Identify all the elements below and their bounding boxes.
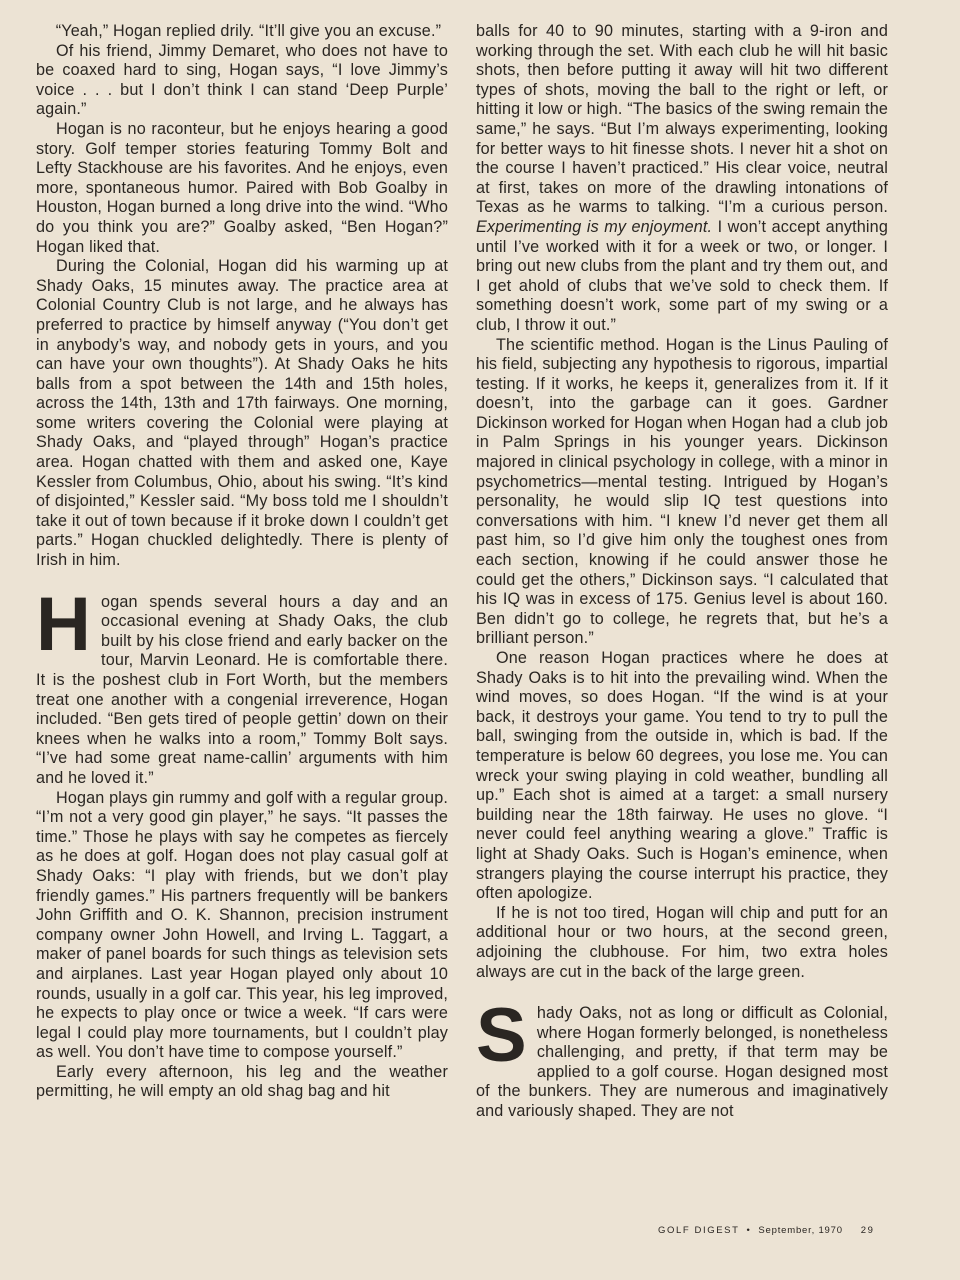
- section-paragraph: [36, 581, 448, 789]
- paragraph: The scientific method. Hogan is the Linus Pauling of his field, subjecting any hypothesis to rigorous, impartial testing. If it works, he keeps it, generalizes from it. If it doesn’t, into the garbage can it goes. Gardner Dickinson worked for Hogan when Hogan had a club job in Palm Springs in his younger years. Dickinson majored in clinical psychology in college, with a minor in psychometrics—mental testing. Intrigued by Hogan’s personality, he would slip IQ test questions into conversations with him. “I knew I’d never get them all past him, so I’d give him only the toughest ones from each section, knowing if he could answer those he could get the others,” Dickinson says. “I calculated that his IQ was in excess of 175. Genius level is about 160. Ben didn’t go to college, he regrets that, but he’s a brilliant person.”: [476, 335, 888, 648]
- magazine-name: GOLF DIGEST: [658, 1225, 740, 1236]
- paragraph: Early every afternoon, his leg and the weather permitting, he will empty an old shag bag and hit: [36, 1062, 448, 1101]
- section-paragraph: [476, 993, 888, 1122]
- paragraph-text: hady Oaks, not as long or difficult as Colonial, where Hogan formerly belonged, is nonetheless challenging, and pretty, if that term may be applied to a golf course. Hogan designed most of the bunkers. They are numerous and imaginatively and variously shaped. They are not: [476, 1004, 888, 1121]
- paragraph: [36, 22, 448, 42]
- paragraph: Of his friend, Jimmy Demaret, who does not have to be coaxed hard to sing, Hogan says, “I love Jimmy’s voice . . . but I don’t think I can stand ‘Deep Purple’ again.”: [36, 41, 448, 119]
- drop-cap-letter: S: [476, 993, 527, 1079]
- paragraph: One reason Hogan practices where he does at Shady Oaks is to hit into the prevailing wind. When the wind moves, so does Hogan. “If the wind is at your back, it destroys your game. You tend to try to pull the ball, swinging from the outside in, which is bad. If the temperature is below 60 degrees, you lose me. You can wreck your swing playing in cold weather, bundling all up.” Each shot is aimed at a target: a small nursery building near the 18th fairway. He uses no glove. “I never could feel anything wearing a glove.” Traffic is light at Shady Oaks. Such is Hogan’s eminence, when strangers playing the course interrupt his practice, they often apologize.: [476, 649, 888, 903]
- paragraph: [476, 22, 888, 336]
- right-column: [476, 22, 888, 1122]
- paragraph: If he is not too tired, Hogan will chip and putt for an additional hour or two hours, at the second green, adjoining the clubhouse. For him, two extra holes always are cut in the back of the large green.: [476, 903, 888, 981]
- paragraph-text: I won’t accept anything until I’ve worked with it for a week or two, or longer. I bring out new clubs from the plant and try them out, and I get ahold of clubs that we’ve sold to check them. If something doesn’t work, some part of my swing or a club, I throw it out.”: [476, 217, 888, 334]
- paragraph-text: ogan spends several hours a day and an occasional evening at Shady Oaks, the club built by his close friend and early backer on the tour, Marvin Leonard. He is comfortable there. It is the poshest club in Fort Worth, but the members treat one another with a congenial irreverence, Hogan included. “Ben gets tired of people gettin’ down on their knees when he walks into a room,” Tommy Bolt says. “I’ve had some great name-callin’ arguments with him and he loved it.”: [36, 592, 448, 787]
- paragraph: Hogan plays gin rummy and golf with a regular group. “I’m not a very good gin player,” he says. “It passes the time.” Those he plays with say he competes as fiercely as he does at golf. Hogan does not play casual golf at Shady Oaks: “I play with friends, but we don’t play friendly games.” His partners frequently will be bankers John Griffith and O. K. Shannon, precision instrument company owner John Howell, and Irving L. Taggart, a maker of panel boards for such things as television sets and airplanes. Last year Hogan played only about 10 rounds, usually in a golf car. This year, his leg improved, he expects to play once or twice a week. “If cars were legal I could play more tournaments, but I couldn’t play as well. You don’t have time to compose yourself.”: [36, 788, 449, 1062]
- drop-cap-letter: H: [36, 581, 92, 667]
- separator-bullet: •: [746, 1225, 752, 1236]
- paragraph: Hogan is no raconteur, but he enjoys hearing a good story. Golf temper stories featuring Tommy Bolt and Lefty Stackhouse are his favorites. And he enjoys, even more, spontaneous humor. Paired with Bob Goalby in Houston, Hogan burned a long drive into the wind. “Who do you think you are?” Goalby asked, “Ben Hogan?” Hogan liked that.: [36, 119, 448, 256]
- italic-text: Experimenting is my enjoyment.: [476, 217, 713, 236]
- issue-date: September, 1970: [758, 1225, 843, 1236]
- paragraph-text: “Yeah,” Hogan replied drily. “It’ll give you an excuse.”: [55, 22, 442, 40]
- page-footer: [658, 1225, 875, 1236]
- paragraph-text: balls for 40 to 90 minutes, starting with a 9-iron and working through the set. With each club he will hit basic shots, then before putting it away will hit two different types of shots, moving the ball to the right or left, or hitting it low or high. “The basics of the swing remain the same,” he says. “But I’m always experimenting, looking for better ways to hit finesse shots. I never hit a shot on the course I haven’t practiced.” His clear voice, neutral at first, takes on more of the drawling intonations of Texas as he warms to talking. “I’m a curious person.: [476, 22, 888, 217]
- page-number: 29: [860, 1225, 875, 1236]
- paragraph: During the Colonial, Hogan did his warming up at Shady Oaks, 15 minutes away. The practice area at Colonial Country Club is not large, and he always has preferred to practice by himself anyway (“You don’t get in anybody’s way, and nobody gets in yours, and you can have your own thoughts”). At Shady Oaks he hits balls from a spot between the 14th and 15th holes, across the 14th, 13th and 17th fairways. One morning, some writers covering the Colonial were playing at Shady Oaks, and “played through” Hogan’s practice area. Hogan chatted with them and asked one, Kaye Kessler from Columbus, Ohio, about his swing. “It’s kind of disjointed,” Kessler said. “My boss told me I shouldn’t take it out of town because if it broke down I couldn’t get parts.” Hogan chuckled delightedly. There is plenty of Irish in him.: [36, 257, 448, 570]
- left-column: [36, 22, 448, 1102]
